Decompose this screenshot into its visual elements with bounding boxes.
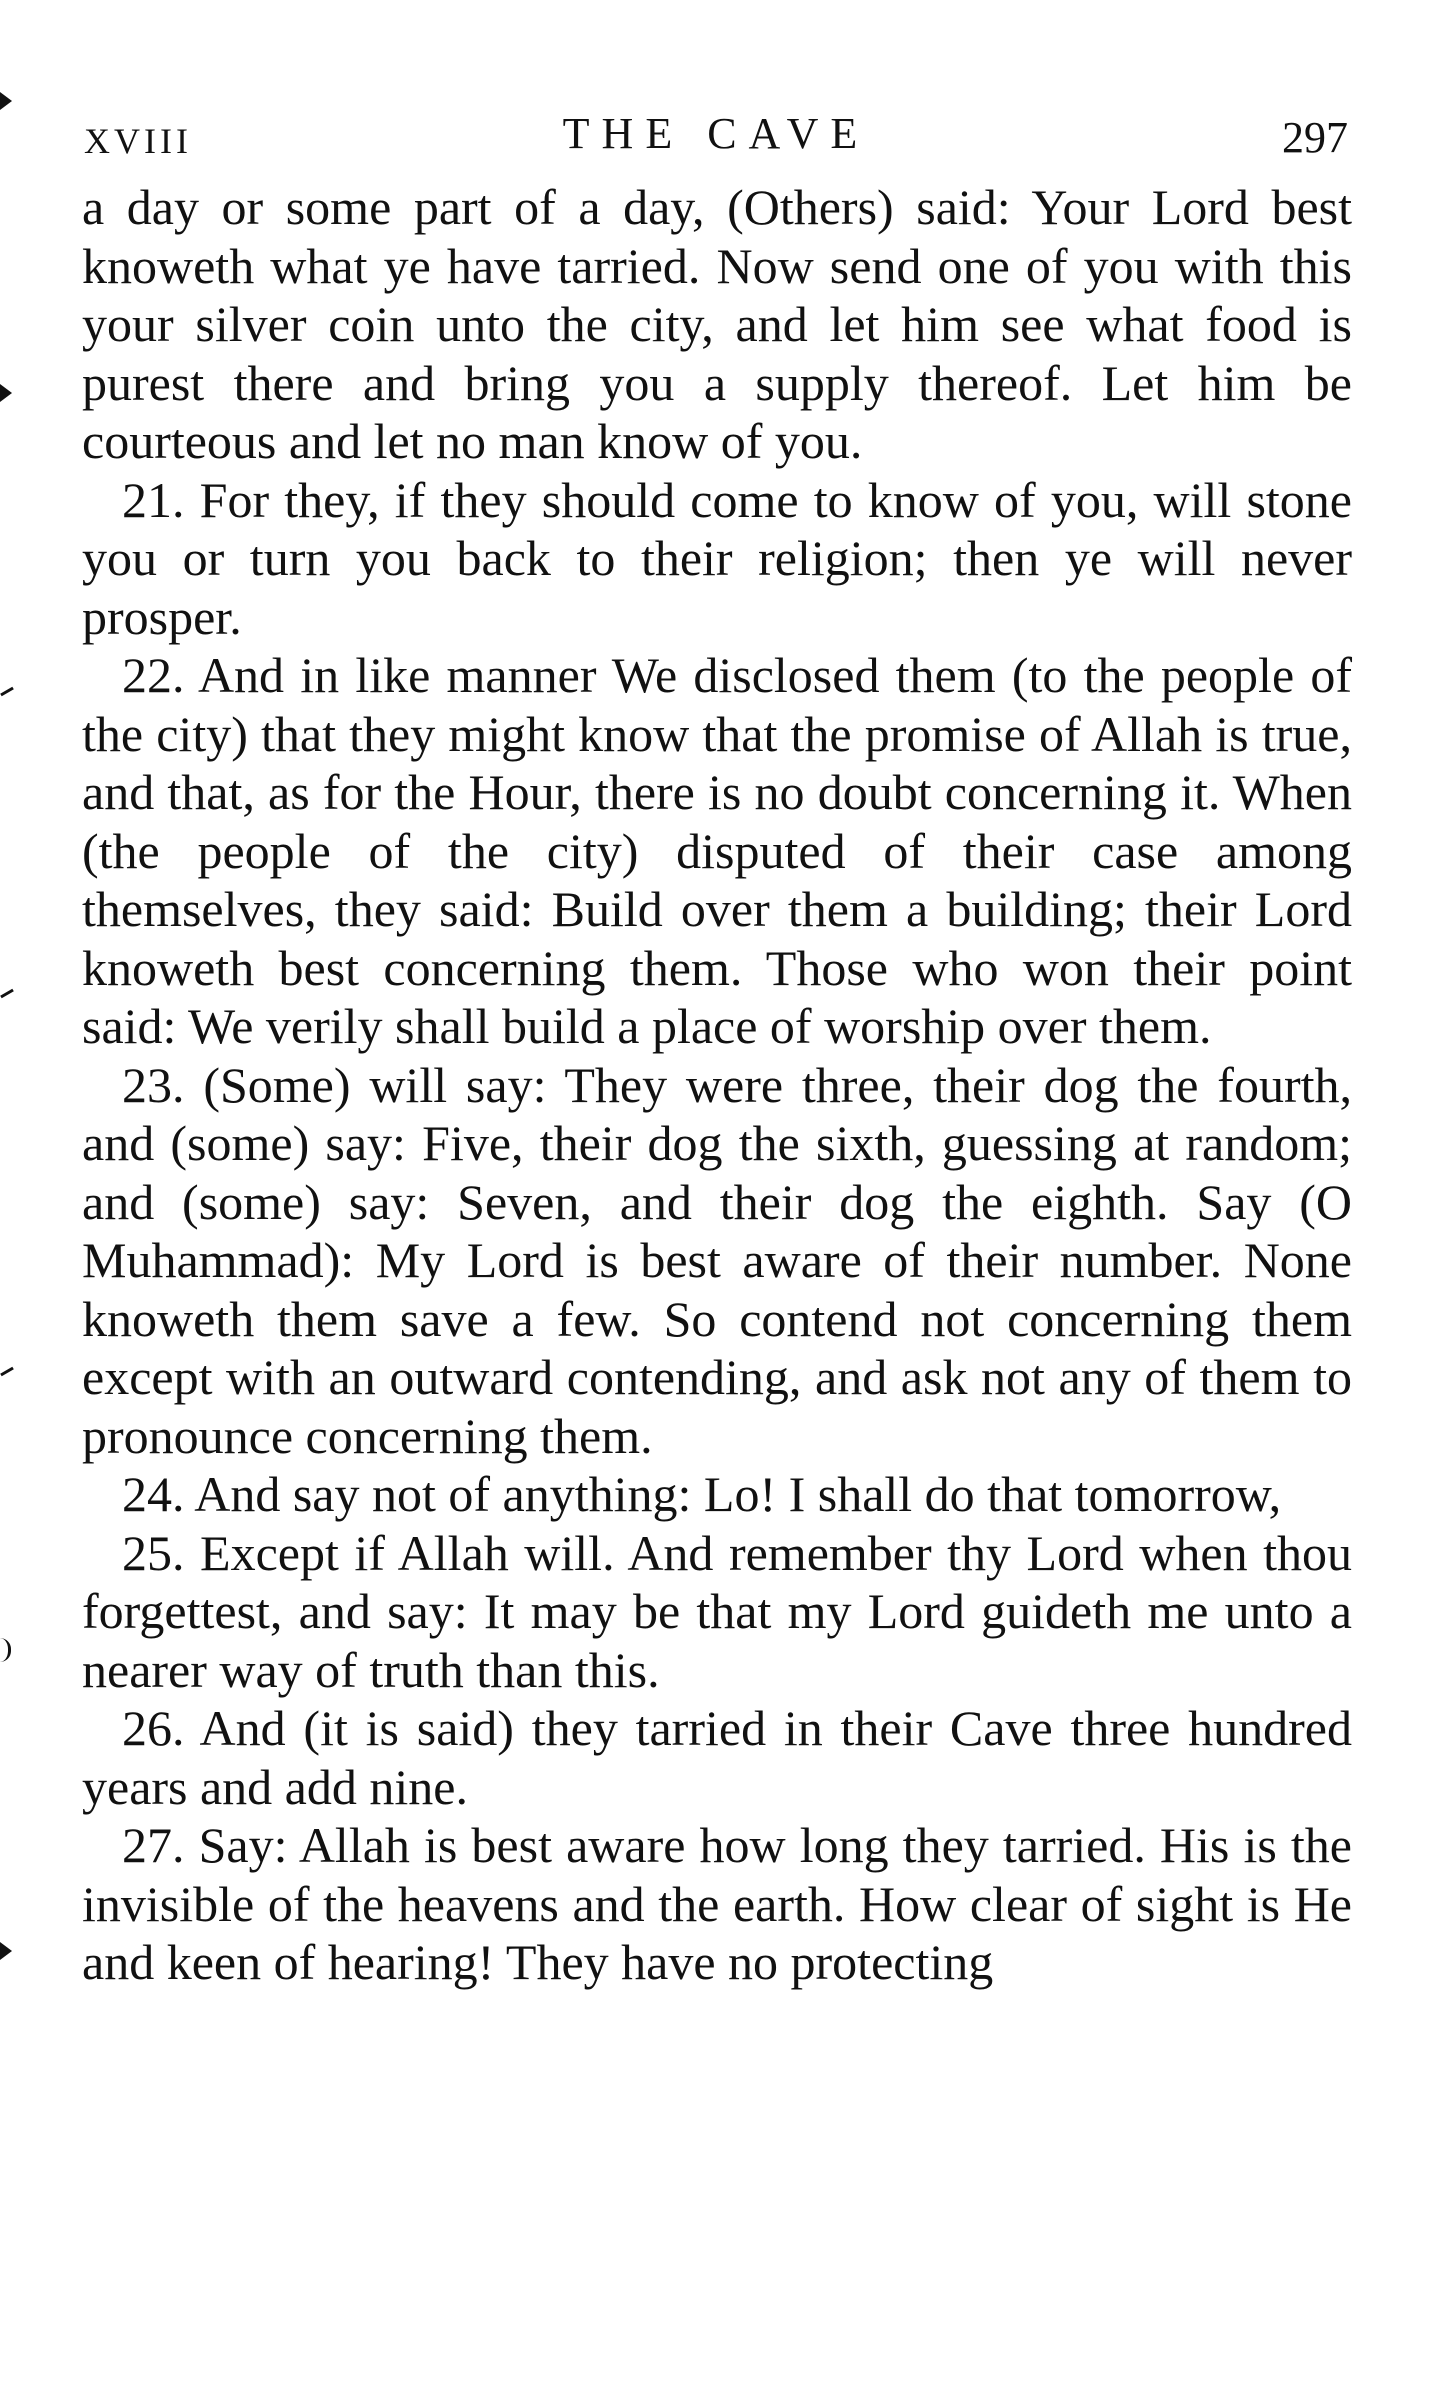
verse-26: 26. And (it is said) they tarried in their Cave three hundred years and add nine.	[82, 1700, 1352, 1815]
margin-mark	[0, 989, 14, 999]
margin-mark	[0, 1367, 14, 1377]
margin-mark	[0, 687, 14, 697]
body-text	[82, 178, 1352, 1992]
chapter-number: XVIII	[84, 121, 192, 161]
verse-25: 25. Except if Allah will. And remember thy Lord when thou forgettest, and say: It may be that my Lord guideth me unto a nearer way of truth than this.	[82, 1524, 1352, 1698]
verse-27: 27. Say: Allah is best aware how long they tarried. His is the invisible of the heavens and the earth. How clear of sight is He and keen of hearing! They have no protecting	[82, 1817, 1352, 1990]
margin-mark	[0, 1638, 11, 1662]
margin-mark	[0, 92, 12, 110]
chapter-title: THE CAVE	[562, 109, 870, 158]
verse-24: 24. And say not of anything: Lo! I shall do that tomorrow,	[122, 1466, 1282, 1522]
paragraph-continuation: a day or some part of a day, (Others) said: Your Lord best knoweth what ye have tarried. Now send one of you with this your silver coin unto the city, and let him see what food is purest there and bring you a supply thereof. Let him be courteous and let no man know of you.	[82, 179, 1352, 469]
margin-mark	[0, 384, 12, 402]
verse-23: 23. (Some) will say: They were three, their dog the fourth, and (some) say: Five, their dog the sixth, guessing at random; and (some) say: Seven, and their dog the eighth. Say (O Muhammad): My Lord is best aware of their number. None knoweth them save a few. So contend not concerning them except with an outward contending, and ask not any of them to pronounce concerning them.	[82, 1056, 1352, 1464]
margin-mark	[0, 1942, 12, 1960]
page-number: 297	[1282, 113, 1348, 162]
running-header	[84, 108, 1348, 168]
verse-22: 22. And in like manner We disclosed them (to the people of the city) that they might know that the promise of Allah is true, and that, as for the Hour, there is no doubt concerning it. When (the people of the city) disputed of their case among themselves, they said: Build over them a building; their Lord knoweth best concerning them. Those who won their point said: We verily shall build a place of worship over them.	[82, 647, 1352, 1054]
verse-21: 21. For they, if they should come to know of you, will stone you or turn you back to their religion; then ye will never prosper.	[82, 471, 1352, 645]
